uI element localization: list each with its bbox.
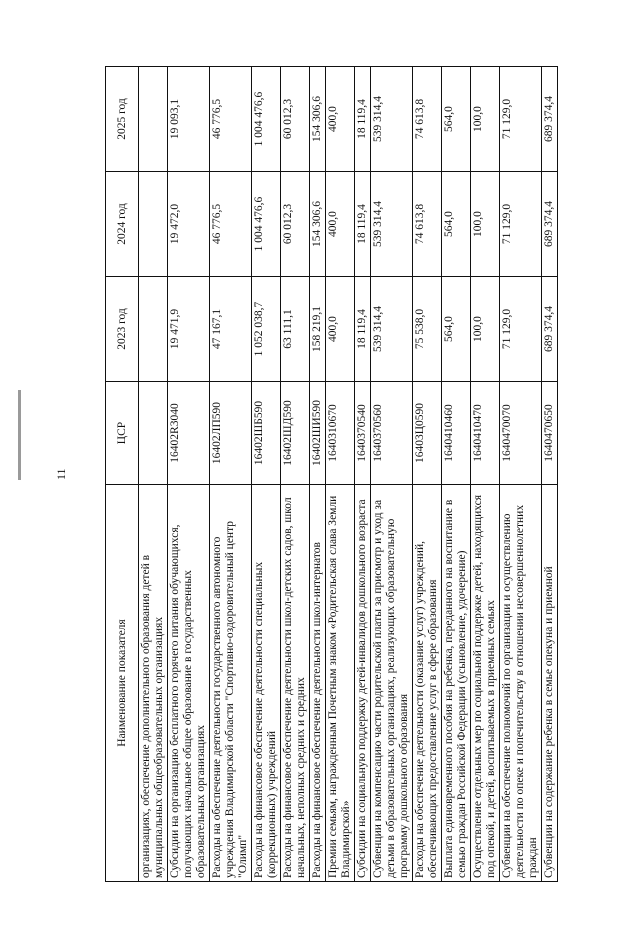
table-row xyxy=(542,67,558,882)
row-2025-cell: 400,0 xyxy=(326,67,355,172)
row-2024-cell: 74 613,8 xyxy=(413,172,442,277)
table-row xyxy=(281,67,310,882)
row-2024-cell: 400,0 xyxy=(326,172,355,277)
table-row xyxy=(413,67,442,882)
row-2023-cell: 400,0 xyxy=(326,277,355,382)
row-2024-cell: 1 004 476,6 xyxy=(252,172,281,277)
header-2024: 2024 год xyxy=(106,172,139,277)
header-csr: ЦСР xyxy=(106,382,139,485)
row-2025-cell: 539 314,4 xyxy=(371,67,413,172)
table-row xyxy=(310,67,326,882)
row-2023-cell: 689 374,4 xyxy=(542,277,558,382)
row-csr-cell: 16402R3040 xyxy=(168,382,210,485)
row-csr-cell: 1640410470 xyxy=(471,382,500,485)
header-2023: 2023 год xyxy=(106,277,139,382)
row-2023-cell: 158 219,1 xyxy=(310,277,326,382)
budget-table xyxy=(105,66,558,882)
row-2025-cell: 154 306,6 xyxy=(310,67,326,172)
row-2023-cell: 100,0 xyxy=(471,277,500,382)
table-row xyxy=(355,67,371,882)
row-csr-cell: 16403Ц0590 xyxy=(413,382,442,485)
table-row xyxy=(252,67,281,882)
row-2024-cell: 689 374,4 xyxy=(542,172,558,277)
row-2025-cell: 74 613,8 xyxy=(413,67,442,172)
row-2025-cell: 46 776,5 xyxy=(210,67,252,172)
header-indicator-name: Наименование показателя xyxy=(106,485,139,882)
row-name-cell: организациях, обеспечение дополнительного образования детей в муниципальных общеобразовательных организациях xyxy=(139,485,168,882)
row-csr-cell: 1640310670 xyxy=(326,382,355,485)
row-name-cell: Субвенции на содержание ребенка в семье опекуна и приемной xyxy=(542,485,558,882)
row-csr-cell: 1640410460 xyxy=(442,382,471,485)
scan-edge-mark xyxy=(18,390,21,480)
row-csr-cell xyxy=(139,382,168,485)
row-2024-cell: 60 012,3 xyxy=(281,172,310,277)
row-2024-cell xyxy=(139,172,168,277)
table-row xyxy=(500,67,542,882)
row-name-cell: Осуществление отдельных мер по социальной поддержке детей, находящихся под опекой, и детей, воспитываемых в приемных семьях xyxy=(471,485,500,882)
row-2025-cell: 18 119,4 xyxy=(355,67,371,172)
header-2025: 2025 год xyxy=(106,67,139,172)
row-2023-cell: 1 052 038,7 xyxy=(252,277,281,382)
table-row xyxy=(326,67,355,882)
row-name-cell: Субсидии на социальную поддержку детей-инвалидов дошкольного возраста xyxy=(355,485,371,882)
row-csr-cell: 16402ЛП590 xyxy=(210,382,252,485)
row-2024-cell: 19 472,0 xyxy=(168,172,210,277)
row-csr-cell: 16402ШБ590 xyxy=(252,382,281,485)
table-row xyxy=(442,67,471,882)
row-2023-cell xyxy=(139,277,168,382)
row-2024-cell: 539 314,4 xyxy=(371,172,413,277)
row-name-cell: Субвенции на компенсацию части родительской платы за присмотр и уход за детьми в образовательных организациях, реализующих образовательную программу дошкольного образования xyxy=(371,485,413,882)
row-2025-cell: 689 374,4 xyxy=(542,67,558,172)
table-row xyxy=(210,67,252,882)
row-name-cell: Субвенции на обеспечение полномочий по организации и осуществлению деятельности по опеке и попечительству в отношении несовершеннолетних граждан xyxy=(500,485,542,882)
row-2025-cell xyxy=(139,67,168,172)
table-row xyxy=(139,67,168,882)
row-name-cell: Расходы на финансовое обеспечение деятельности школ-детских садов, школ начальных, неполных средних и средних xyxy=(281,485,310,882)
row-2025-cell: 19 093,1 xyxy=(168,67,210,172)
table-header-row xyxy=(106,67,139,882)
row-2023-cell: 75 538,0 xyxy=(413,277,442,382)
row-csr-cell: 1640370560 xyxy=(371,382,413,485)
table-body xyxy=(139,67,558,882)
table-row xyxy=(471,67,500,882)
row-name-cell: Премии семьям, награжденным Почетным знаком «Родительская слава Земли Владимирской» xyxy=(326,485,355,882)
row-csr-cell: 1640370540 xyxy=(355,382,371,485)
row-2024-cell: 46 776,5 xyxy=(210,172,252,277)
row-2024-cell: 100,0 xyxy=(471,172,500,277)
row-2024-cell: 71 129,0 xyxy=(500,172,542,277)
row-name-cell: Расходы на обеспечение деятельности (оказание услуг) учреждений, обеспечивающих предоставление услуг в сфере образования xyxy=(413,485,442,882)
row-2025-cell: 71 129,0 xyxy=(500,67,542,172)
row-2023-cell: 47 167,1 xyxy=(210,277,252,382)
row-2025-cell: 100,0 xyxy=(471,67,500,172)
row-2024-cell: 18 119,4 xyxy=(355,172,371,277)
table-row xyxy=(168,67,210,882)
row-2025-cell: 564,0 xyxy=(442,67,471,172)
table-row xyxy=(371,67,413,882)
row-2024-cell: 564,0 xyxy=(442,172,471,277)
row-2023-cell: 564,0 xyxy=(442,277,471,382)
row-name-cell: Субсидии на организацию бесплатного горячего питания обучающихся, получающих начальное общее образование в государственных образовательных организациях xyxy=(168,485,210,882)
row-name-cell: Расходы на финансовое обеспечение деятельности специальных (коррекционных) учреждений xyxy=(252,485,281,882)
row-name-cell: Расходы на обеспечение деятельности государственного автономного учреждения Владимирской области "Спортивно-оздоровительный центр "Олимп" xyxy=(210,485,252,882)
row-csr-cell: 16402ШД590 xyxy=(281,382,310,485)
row-csr-cell: 1640470070 xyxy=(500,382,542,485)
row-2023-cell: 539 314,4 xyxy=(371,277,413,382)
row-2024-cell: 154 306,6 xyxy=(310,172,326,277)
row-name-cell: Расходы на финансовое обеспечение деятельности школ-интернатов xyxy=(310,485,326,882)
rotated-page-content xyxy=(105,91,610,882)
row-2023-cell: 18 119,4 xyxy=(355,277,371,382)
row-name-cell: Выплата единовременного пособия на ребенка, переданного на воспитание в семью граждан Российской Федерации (усыновление, удочерение) xyxy=(442,485,471,882)
row-2023-cell: 19 471,9 xyxy=(168,277,210,382)
page-number: 11 xyxy=(54,468,68,480)
row-csr-cell: 16402ШИ590 xyxy=(310,382,326,485)
row-csr-cell: 1640470650 xyxy=(542,382,558,485)
row-2025-cell: 1 004 476,6 xyxy=(252,67,281,172)
row-2023-cell: 63 111,1 xyxy=(281,277,310,382)
row-2023-cell: 71 129,0 xyxy=(500,277,542,382)
row-2025-cell: 60 012,3 xyxy=(281,67,310,172)
